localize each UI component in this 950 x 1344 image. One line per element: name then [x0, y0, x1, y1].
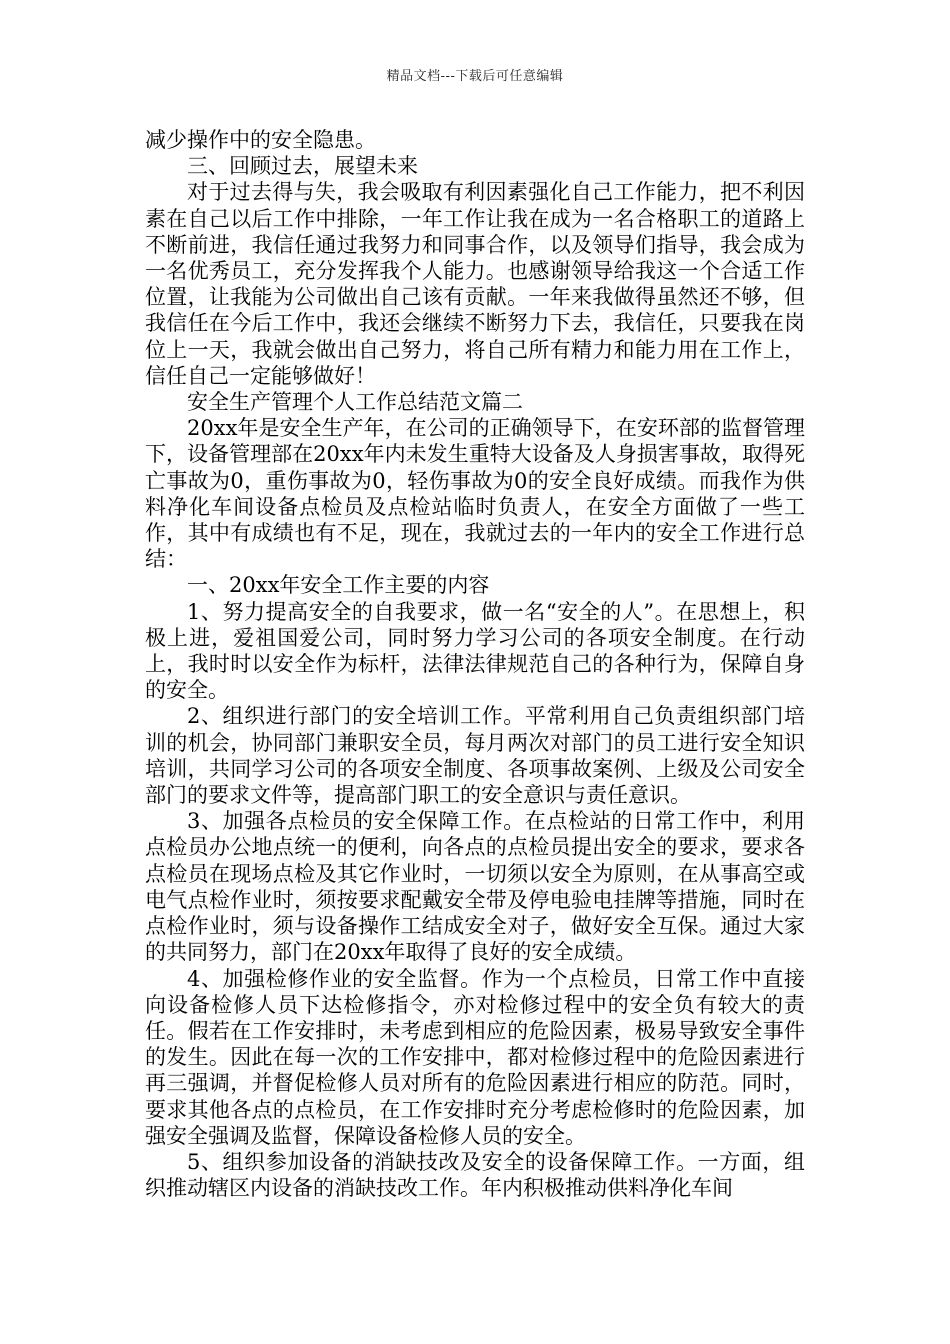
page-header: 精品文档---下载后可任意编辑 — [386, 69, 564, 84]
article-title: 安全生产管理个人工作总结范文篇二 — [187, 390, 523, 415]
section-heading-1: 一、20xx年安全工作主要的内容 — [187, 573, 490, 598]
list-item-4: 4、加强检修作业的安全监督。作为一个点检员，日常工作中直接向设备检修人员下达检修指令，亦对检修过程中的安全负有较大的责任。假若在工作安排时，未考虑到相应的危险因素，极易导致安全事件的发生。因此在每一次的工作安排中，都对检修过程中的危险因素进行再三强调，并督促检修人员对所有的危险因素进行相应的防范。同时，要求其他各点的点检员，在工作安排时充分考虑检修时的危险因素，加强安全强调及监督，保障设备检修人员的安全。 — [145, 966, 805, 1148]
list-item-1: 1、努力提高安全的自我要求，做一名“安全的人”。在思想上，积极上进，爱祖国爱公司，同时努力学习公司的各项安全制度。在行动上，我时时以安全作为标杆，法律法律规范自己的各种行为，保障自身的安全。 — [145, 599, 805, 703]
document-body — [145, 127, 805, 1201]
paragraph-3: 20xx年是安全生产年，在公司的正确领导下，在安环部的监督管理下，设备管理部在20xx年内未发生重特大设备及人身损害事故，取得死亡事故为0，重伤事故为0，轻伤事故为0的安全良好成绩。而我作为供料净化车间设备点检员及点检站临时负责人，在安全方面做了一些工作，其中有成绩也有不足，现在，我就过去的一年内的安全工作进行总结： — [145, 416, 805, 572]
list-item-5: 5、组织参加设备的消缺技改及安全的设备保障工作。一方面，组织推动辖区内设备的消缺技改工作。年内积极推动供料净化车间 — [145, 1149, 805, 1201]
paragraph-1: 减少操作中的安全隐患。 — [145, 128, 376, 152]
paragraph-2: 对于过去得与失，我会吸取有利因素强化自己工作能力，把不利因素在自己以后工作中排除，一年工作让我在成为一名合格职工的道路上不断前进，我信任通过我努力和同事合作，以及领导们指导，我会成为一名优秀员工，充分发挥我个人能力。也感谢领导给我这一个合适工作位置，让我能为公司做出自己该有贡献。一年来我做得虽然还不够，但我信任在今后工作中，我还会继续不断努力下去，我信任，只要我在岗位上一天，我就会做出自己努力，将自己所有精力和能力用在工作上，信任自己一定能够做好！ — [145, 180, 805, 388]
section-heading-3: 三、回顾过去，展望未来 — [187, 154, 418, 179]
list-item-2: 2、组织进行部门的安全培训工作。平常利用自己负责组织部门培训的机会，协同部门兼职安全员，每月两次对部门的员工进行安全知识培训，共同学习公司的各项安全制度、各项事故案例、上级及公司安全部门的要求文件等，提高部门职工的安全意识与责任意识。 — [145, 704, 805, 808]
list-item-3: 3、加强各点检员的安全保障工作。在点检站的日常工作中，利用点检员办公地点统一的便利，向各点的点检员提出安全的要求，要求各点检员在现场点检及其它作业时，一切须以安全为原则，在从事高空或电气点检作业时，须按要求配戴安全带及停电验电挂牌等措施，同时在点检作业时，须与设备操作工结成安全对子，做好安全互保。通过大家的共同努力，部门在20xx年取得了良好的安全成绩。 — [145, 809, 805, 965]
